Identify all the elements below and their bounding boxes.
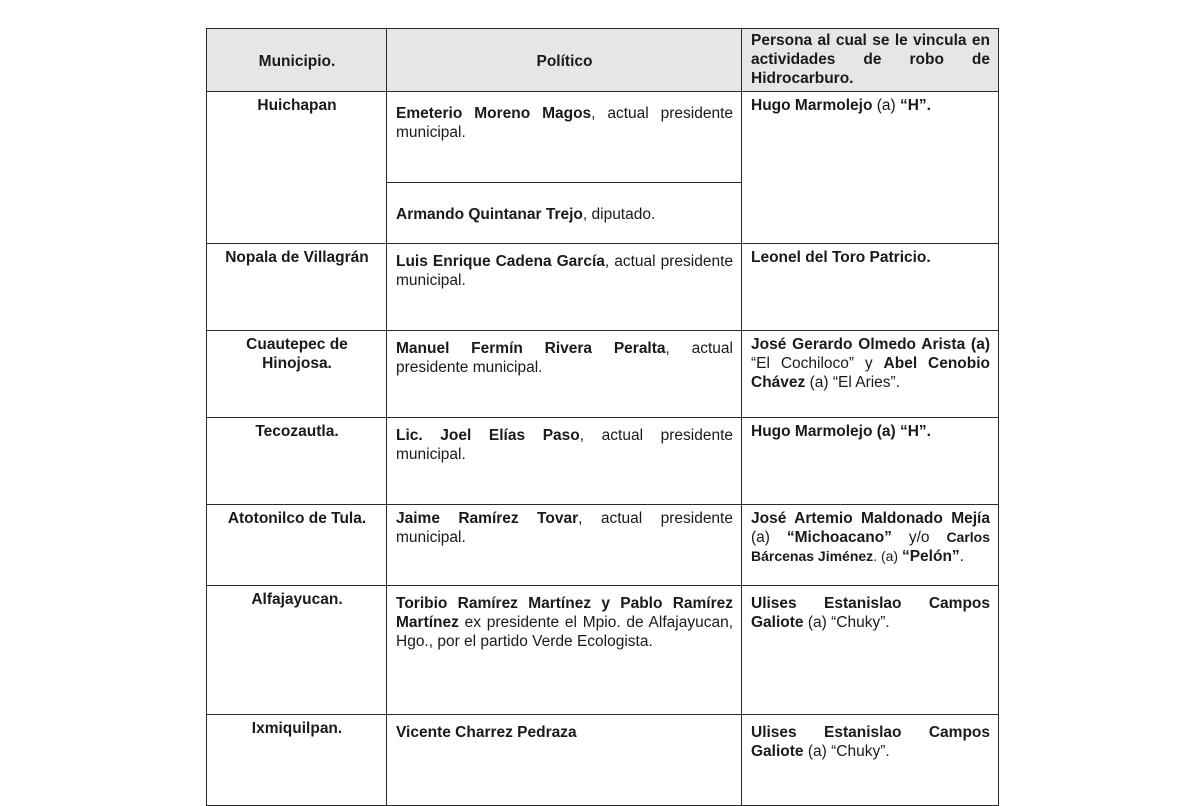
table-row [207, 92, 999, 183]
persona-conjunction: y/o [891, 529, 947, 546]
table-row [207, 505, 999, 586]
politico-cell [387, 331, 742, 418]
politico-cell [387, 92, 742, 183]
politico-cell [387, 586, 742, 715]
persona-alias-1: “El Cochiloco” y [751, 355, 884, 372]
politico-name: Luis Enrique Cadena García [396, 253, 605, 270]
politico-cell [387, 183, 742, 244]
persona-alias-1: “Michoacano” [786, 529, 892, 546]
table-row [207, 715, 999, 806]
persona-name-1: José Gerardo Olmedo Arista (a) [751, 336, 990, 353]
persona-cell [742, 331, 999, 418]
politico-cell [387, 244, 742, 331]
politico-name: Vicente Charrez Pedraza [396, 724, 577, 741]
table-row [207, 418, 999, 505]
persona-cell [742, 715, 999, 806]
persona-cell [742, 92, 999, 244]
municipio-cell: Ixmiquilpan. [207, 715, 387, 806]
persona-alias-2: “Pelón” [901, 548, 960, 565]
municipio-cell: Huichapan [207, 92, 387, 244]
persona-cell [742, 418, 999, 505]
politico-cell [387, 505, 742, 586]
table-row [207, 244, 999, 331]
persona-alias: (a) “Chuky”. [803, 614, 890, 631]
persona-end: . [959, 548, 964, 565]
politico-name-2: Pablo Ramírez Martínez [396, 595, 734, 631]
politico-cell [387, 418, 742, 505]
politico-name: Manuel Fermín Rivera Peralta [396, 340, 666, 357]
municipio-cell: Atotonilco de Tula. [207, 505, 387, 586]
header-row [207, 29, 999, 92]
municipio-cell: Alfajayucan. [207, 586, 387, 715]
politico-role: , actual presidente municipal. [396, 427, 733, 463]
politico-name: Armando Quintanar Trejo [396, 205, 583, 223]
municipio-cell: Nopala de Villagrán [207, 244, 387, 331]
header-municipio: Municipio. [207, 29, 387, 92]
persona-name-1: José Artemio Maldonado Mejía [751, 510, 990, 527]
persona-name-2: Carlos Bárcenas Jiménez [751, 529, 991, 564]
persona-name: Leonel del Toro Patricio. [751, 249, 931, 266]
politicians-table [206, 28, 999, 806]
politico-role: , actual presidente municipal. [396, 510, 733, 546]
table-row [207, 331, 999, 418]
document-page [206, 28, 998, 776]
persona-name: Ulises Estanislao Campos Galiote [751, 595, 990, 631]
politico-role: ex presidente el Mpio. de Alfajayucan, Hgo., por el partido Verde Ecologista. [396, 614, 733, 650]
politico-name: Lic. Joel Elías Paso [396, 427, 580, 444]
persona-name: Hugo Marmolejo [751, 97, 873, 114]
municipio-cell: Tecozautla. [207, 418, 387, 505]
politico-cell [387, 715, 742, 806]
politico-name: Emeterio Moreno Magos [396, 105, 592, 122]
persona-alias-2: (a) “El Aries”. [805, 374, 901, 391]
politico-role: , actual presidente municipal. [396, 105, 733, 141]
persona-alias: “H”. [899, 97, 931, 114]
persona-name-2: Abel Cenobio Chávez [751, 355, 991, 391]
persona-alias-marker-2: . (a) [873, 548, 902, 564]
persona-name: Ulises Estanislao Campos Galiote [751, 724, 990, 760]
politico-conjunction: y [591, 595, 621, 612]
persona-alias-marker: (a) [872, 97, 900, 114]
politico-role: , actual presidente municipal. [396, 253, 733, 289]
persona-alias-marker-1: (a) [751, 529, 787, 546]
header-persona: Persona al cual se le vincula en actividades de robo de Hidrocarburo. [742, 29, 999, 92]
persona-name: Hugo Marmolejo (a) “H”. [751, 423, 931, 440]
municipio-cell: Cuautepec de Hinojosa. [207, 331, 387, 418]
politico-name: Jaime Ramírez Tovar [396, 510, 579, 527]
persona-cell [742, 505, 999, 586]
table-row [207, 586, 999, 715]
politico-role: , diputado. [582, 205, 656, 223]
persona-cell [742, 244, 999, 331]
politico-name-1: Toribio Ramírez Martínez [396, 595, 592, 612]
header-politico: Político [387, 29, 742, 92]
politico-role: , actual presidente municipal. [396, 340, 733, 376]
persona-cell [742, 586, 999, 715]
persona-alias: (a) “Chuky”. [803, 743, 890, 760]
